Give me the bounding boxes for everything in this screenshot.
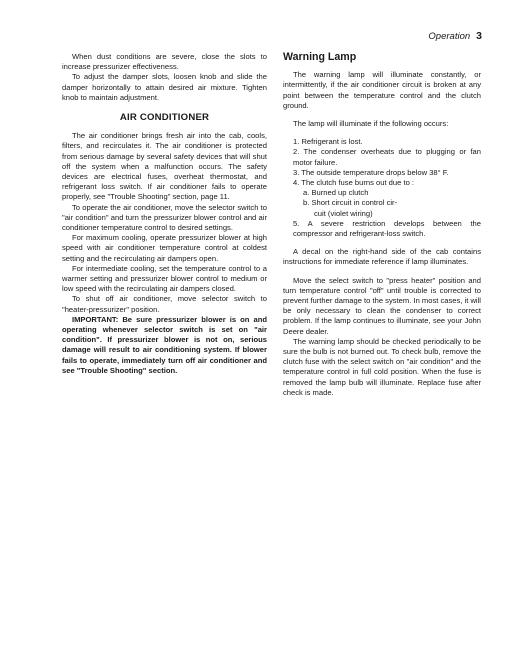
intro-paragraph-1: When dust conditions are severe, close the slots to increase pressurizer effectiveness. bbox=[62, 52, 267, 72]
list-subitem-continuation: cuit (violet wiring) bbox=[314, 208, 373, 218]
ac-paragraph-1: The air conditioner brings fresh air into the cab, cools, filters, and recirculates it. The air conditioner is protected from serious damage by several safety devices that will shut off the system when a malfunction occurs. The safety devices are electrical fuses, overheat thermostat, and refrigerant loss switch. If air conditioner fails to operate properly, see "Trouble Shooting" section, page 11. bbox=[62, 131, 267, 202]
ac-paragraph-5: To shut off air conditioner, move selector switch to "heater-pressurizer" position. bbox=[62, 294, 267, 314]
right-column bbox=[283, 52, 481, 398]
list-item: 1. Refrigerant is lost. bbox=[293, 137, 363, 147]
section-title: Operation bbox=[428, 31, 471, 42]
warning-paragraph-5: The warning lamp should be checked periodically to be sure the bulb is not burned out. To check bulb, remove the clutch fuse with the select switch on "air condition" and the temperature control in full cold position. When the fuse is removed the lamp bulb will illuminate. Replace fuse after check is made. bbox=[283, 336, 481, 397]
page-number: 3 bbox=[476, 30, 482, 42]
warning-paragraph-3: A decal on the right-hand side of the cab contains instructions for immediate reference if lamp illuminates. bbox=[283, 247, 481, 267]
list-item: 3. The outside temperature drops below 38° F. bbox=[293, 167, 449, 177]
list-subitem: b. Short circuit in control cir- bbox=[303, 198, 398, 208]
important-note: IMPORTANT: Be sure pressurizer blower is on and operating whenever selector switch is set on "air condition". If pressurizer blower is not on, serious damage will result to air conditioning system. If blower fails to operate, immediately turn off air conditioner and see "Trouble Shooting" section. bbox=[62, 314, 267, 375]
list-subitem: a. Burned up clutch bbox=[303, 188, 369, 198]
list-item: 5. A severe restriction develops between the compressor and refrigerant-loss switch. bbox=[293, 218, 481, 239]
ac-paragraph-2: To operate the air conditioner, move the selector switch to "air condition" and turn the pressurizer blower control and air conditioner temperature control to desired settings. bbox=[62, 202, 267, 233]
list-item: 4. The clutch fuse burns out due to : bbox=[293, 178, 415, 188]
warning-paragraph-2: The lamp will illuminate if the following occurs: bbox=[293, 119, 449, 129]
warning-conditions-list bbox=[283, 137, 481, 239]
left-column bbox=[62, 52, 267, 376]
list-item: 2. The condenser overheats due to plugging or fan motor failure. bbox=[293, 147, 481, 167]
warning-lamp-heading: Warning Lamp bbox=[283, 51, 357, 63]
warning-paragraph-1: The warning lamp will illuminate constantly, or intermittently, if the air conditioner circuit is broken at any point between the temperature control and the clutch ground. bbox=[283, 70, 481, 110]
ac-paragraph-3: For maximum cooling, operate pressurizer blower at high speed with air conditioner temperature control at coldest setting and the recirculating air dampers open. bbox=[62, 233, 267, 263]
warning-paragraph-4: Move the select switch to "press heater" position and turn temperature control "off" until trouble is corrected to prevent further damage to the system. In most cases, it will be only necessary to clean the condenser to correct problem. If the lamp continues to illuminate, see your John Deere dealer. bbox=[283, 275, 481, 336]
air-conditioner-heading: AIR CONDITIONER bbox=[119, 112, 210, 124]
ac-paragraph-4: For intermediate cooling, set the temperature control to a warmer setting and pressurizer blower control to medium or low speed with the recirculating air dampers closed. bbox=[62, 263, 267, 294]
intro-paragraph-2: To adjust the damper slots, loosen knob and slide the damper horizontally to attain desired air mixture. Tighten knob to maintain adjustment. bbox=[62, 72, 267, 102]
page-header bbox=[428, 30, 482, 42]
